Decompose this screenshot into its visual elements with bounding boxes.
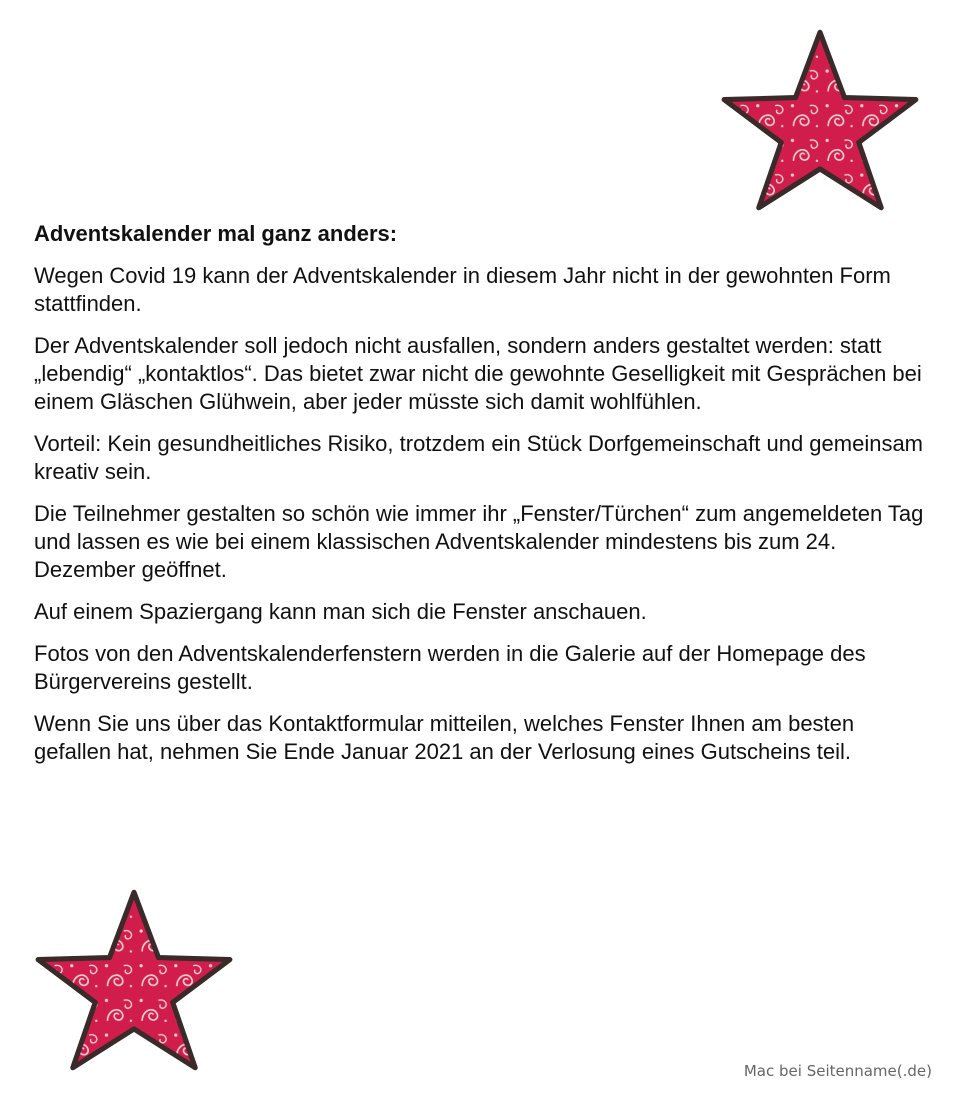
paragraph-covid: Wegen Covid 19 kann der Adventskalender in diesem Jahr nicht in der gewohnten Form stattfinden. xyxy=(34,263,891,316)
paragraph-fotos: Fotos von den Adventskalenderfenstern werden in die Galerie auf der Homepage des Bürgervereins gestellt. xyxy=(34,641,866,694)
decorative-star-icon xyxy=(32,888,236,1072)
paragraph-vorteil: Vorteil: Kein gesundheitliches Risiko, trotzdem ein Stück Dorfgemeinschaft und gemeinsam kreativ sein. xyxy=(34,431,924,484)
footer-watermark: Mac bei Seitenname(.de) xyxy=(743,1062,932,1080)
paragraph-verlosung: Wenn Sie uns über das Kontaktformular mitteilen, welches Fenster Ihnen am besten gefallen hat, nehmen Sie Ende Januar 2021 an der Verlosung eines Gutscheins teil. xyxy=(34,711,855,764)
document-heading: Adventskalender mal ganz anders: xyxy=(34,221,398,246)
paragraph-spaziergang: Auf einem Spaziergang kann man sich die Fenster anschauen. xyxy=(34,599,647,624)
paragraph-teilnehmer: Die Teilnehmer gestalten so schön wie immer ihr „Fenster/Türchen“ zum angemeldeten Tag und lassen es wie bei einem klassischen Adventskalender mindestens bis zum 24. Dezember geöffnet. xyxy=(34,501,924,582)
decorative-star-icon xyxy=(718,28,922,212)
document-body xyxy=(34,220,934,780)
paragraph-kontaktlos: Der Adventskalender soll jedoch nicht ausfallen, sondern anders gestaltet werden: statt „lebendig“ „kontaktlos“. Das bietet zwar nicht die gewohnte Geselligkeit mit Gesprächen bei einem Gläschen Glühwein, aber jeder müsste sich damit wohlfühlen. xyxy=(34,333,922,414)
